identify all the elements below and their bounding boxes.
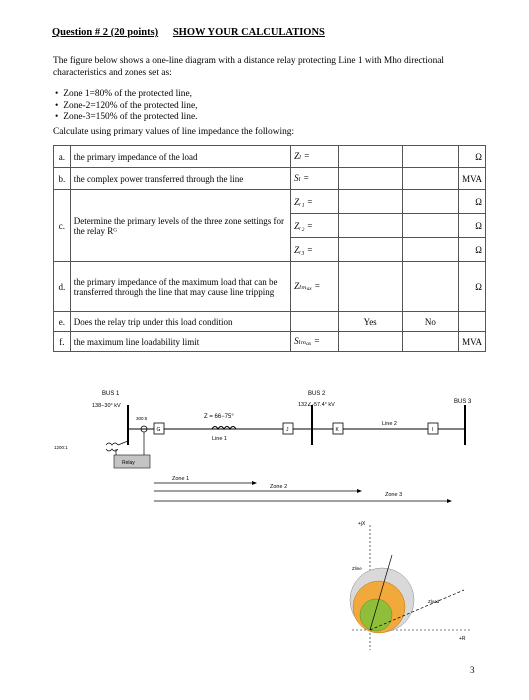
answer-cell[interactable] xyxy=(338,262,402,312)
variable-label: Sₗₘₐₓ = xyxy=(291,332,338,352)
unit-label: MVA xyxy=(459,168,486,190)
unit-label xyxy=(459,312,486,332)
zone-settings-list xyxy=(55,89,197,124)
unit-label: Ω xyxy=(459,238,486,262)
zone-1-label: Zone 1 xyxy=(172,476,190,482)
one-line-diagram xyxy=(52,385,492,655)
row-description: the primary impedance of the maximum load that can be transferred through the line that may cause line tripping xyxy=(70,262,290,312)
row-letter: f. xyxy=(54,332,71,352)
bus-1-label: BUS 1 xyxy=(102,391,120,397)
ct-ratio: 300:5 xyxy=(136,416,148,421)
answer-cell[interactable] xyxy=(338,238,402,262)
row-letter: a. xyxy=(54,146,71,168)
zone-2-label: Zone 2 xyxy=(270,484,288,490)
row-letter: c. xyxy=(54,190,71,262)
row-letter: b. xyxy=(54,168,71,190)
row-f xyxy=(54,332,486,352)
zone-1-setting: • Zone 1=80% of the protected line, xyxy=(55,89,197,101)
variable-label: Zᵣ₁ = xyxy=(291,190,338,214)
unit-label: Ω xyxy=(459,262,486,312)
answer-cell[interactable] xyxy=(402,238,458,262)
bus-3-label: BUS 3 xyxy=(454,399,472,405)
answer-table xyxy=(53,145,486,352)
vt-ratio: 1200:1 xyxy=(54,445,68,450)
breaker-g-label: G xyxy=(156,427,161,433)
calculation-instruction: Calculate using primary values of line impedance the following: xyxy=(53,127,295,137)
question-intro: The figure below shows a one-line diagram with a distance relay protecting Line 1 with Mho directional characteristics and zones set as: xyxy=(53,56,445,78)
unit-label: Ω xyxy=(459,190,486,214)
answer-cell[interactable] xyxy=(338,146,402,168)
line-2-label: Line 2 xyxy=(382,421,397,427)
answer-cell[interactable] xyxy=(338,214,402,238)
row-a xyxy=(54,146,486,168)
unit-label: Ω xyxy=(459,214,486,238)
bus-2-voltage: 132∠-57.4° kV xyxy=(298,402,335,408)
question-heading xyxy=(52,27,325,38)
row-description: Determine the primary levels of the three zone settings for the relay Rᴳ xyxy=(70,190,290,262)
question-number: Question # 2 (20 points) xyxy=(52,27,159,38)
yes-option[interactable]: Yes xyxy=(338,312,402,332)
page-number: 3 xyxy=(470,665,475,675)
r-axis-label: +R xyxy=(459,636,466,642)
answer-cell[interactable] xyxy=(402,146,458,168)
zone-2-setting: • Zone-2=120% of the protected line, xyxy=(55,101,197,113)
answer-cell[interactable] xyxy=(338,168,402,190)
show-calculations-note: SHOW YOUR CALCULATIONS xyxy=(172,27,325,38)
variable-label: Zᵣ₂ = xyxy=(291,214,338,238)
relay-label: Relay xyxy=(122,460,135,466)
jx-axis-label: +jX xyxy=(358,521,366,527)
variable-label: Zₗₘₐₓ = xyxy=(291,262,338,312)
line-1-label: Line 1 xyxy=(212,436,227,442)
unit-label: MVA xyxy=(459,332,486,352)
answer-cell[interactable] xyxy=(402,332,458,352)
zone-3-setting: • Zone-3=150% of the protected line. xyxy=(55,112,197,124)
variable-label xyxy=(291,312,338,332)
bus-1-voltage: 138−30° kV xyxy=(92,403,121,409)
row-description: the maximum line loadability limit xyxy=(70,332,290,352)
answer-cell[interactable] xyxy=(402,262,458,312)
variable-label: Sₗ = xyxy=(291,168,338,190)
row-description: Does the relay trip under this load condition xyxy=(70,312,290,332)
row-b xyxy=(54,168,486,190)
bus-2-label: BUS 2 xyxy=(308,391,326,397)
answer-cell[interactable] xyxy=(338,332,402,352)
row-d xyxy=(54,262,486,312)
answer-cell[interactable] xyxy=(402,214,458,238)
answer-cell[interactable] xyxy=(402,168,458,190)
breaker-k-label: K xyxy=(335,427,339,433)
zline-label: Zline xyxy=(352,566,362,571)
answer-cell[interactable] xyxy=(402,190,458,214)
unit-label: Ω xyxy=(459,146,486,168)
variable-label: Zᵣ₃ = xyxy=(291,238,338,262)
breaker-j-label: J xyxy=(286,427,289,433)
row-e xyxy=(54,312,486,332)
zone-1-mho-circle xyxy=(360,599,392,631)
row-description: the primary impedance of the load xyxy=(70,146,290,168)
variable-label: Zₗ = xyxy=(291,146,338,168)
row-letter: e. xyxy=(54,312,71,332)
breaker-i-label: I xyxy=(432,427,434,433)
row-c-1 xyxy=(54,190,486,214)
row-description: the complex power transferred through the line xyxy=(70,168,290,190)
row-letter: d. xyxy=(54,262,71,312)
no-option[interactable]: No xyxy=(402,312,458,332)
zload-label: Zload xyxy=(428,599,440,604)
answer-cell[interactable] xyxy=(338,190,402,214)
zone-3-label: Zone 3 xyxy=(385,492,403,498)
line-1-impedance: Z = 66−75° xyxy=(204,414,234,420)
